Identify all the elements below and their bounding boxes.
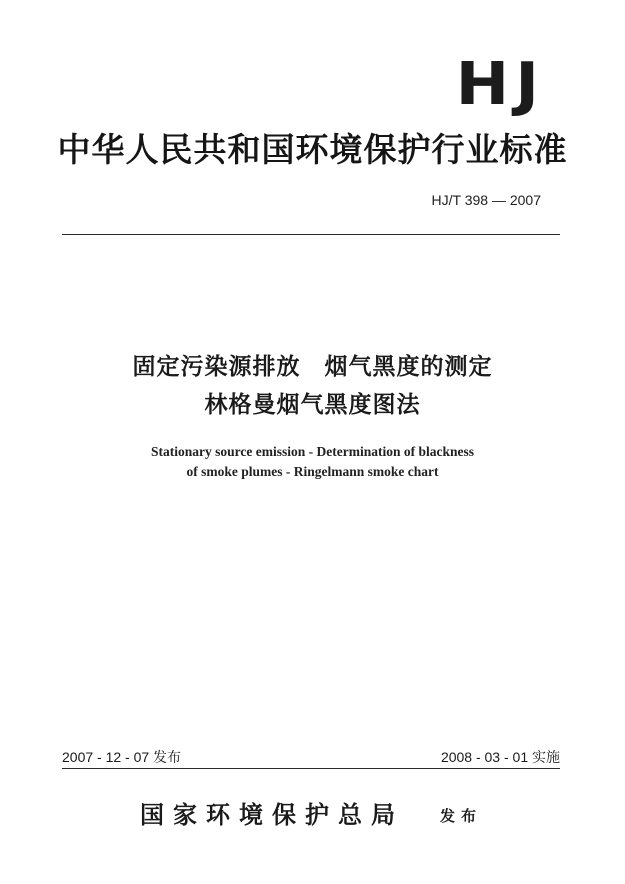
standard-number: HJ/T 398 — 2007 bbox=[431, 192, 541, 208]
issue-date: 2007 - 12 - 07 发布 bbox=[62, 749, 182, 765]
publisher-name: 国家环境保护总局 bbox=[140, 800, 404, 829]
top-divider bbox=[62, 234, 560, 235]
bottom-divider bbox=[62, 768, 560, 769]
hj-logo: HJ bbox=[455, 50, 545, 119]
document-title-cn-line2: 林格曼烟气黑度图法 bbox=[204, 392, 421, 418]
publish-label: 发布 bbox=[440, 807, 483, 825]
document-title-cn-line1: 固定污染源排放 烟气黑度的测定 bbox=[132, 354, 493, 380]
standard-category-title: 中华人民共和国环境保护行业标准 bbox=[57, 130, 568, 169]
implementation-date: 2008 - 03 - 01 实施 bbox=[440, 749, 560, 765]
document-title-en-line1: Stationary source emission - Determination of blackness bbox=[151, 444, 474, 459]
document-title-en-line2: of smoke plumes - Ringelmann smoke chart bbox=[186, 464, 439, 479]
